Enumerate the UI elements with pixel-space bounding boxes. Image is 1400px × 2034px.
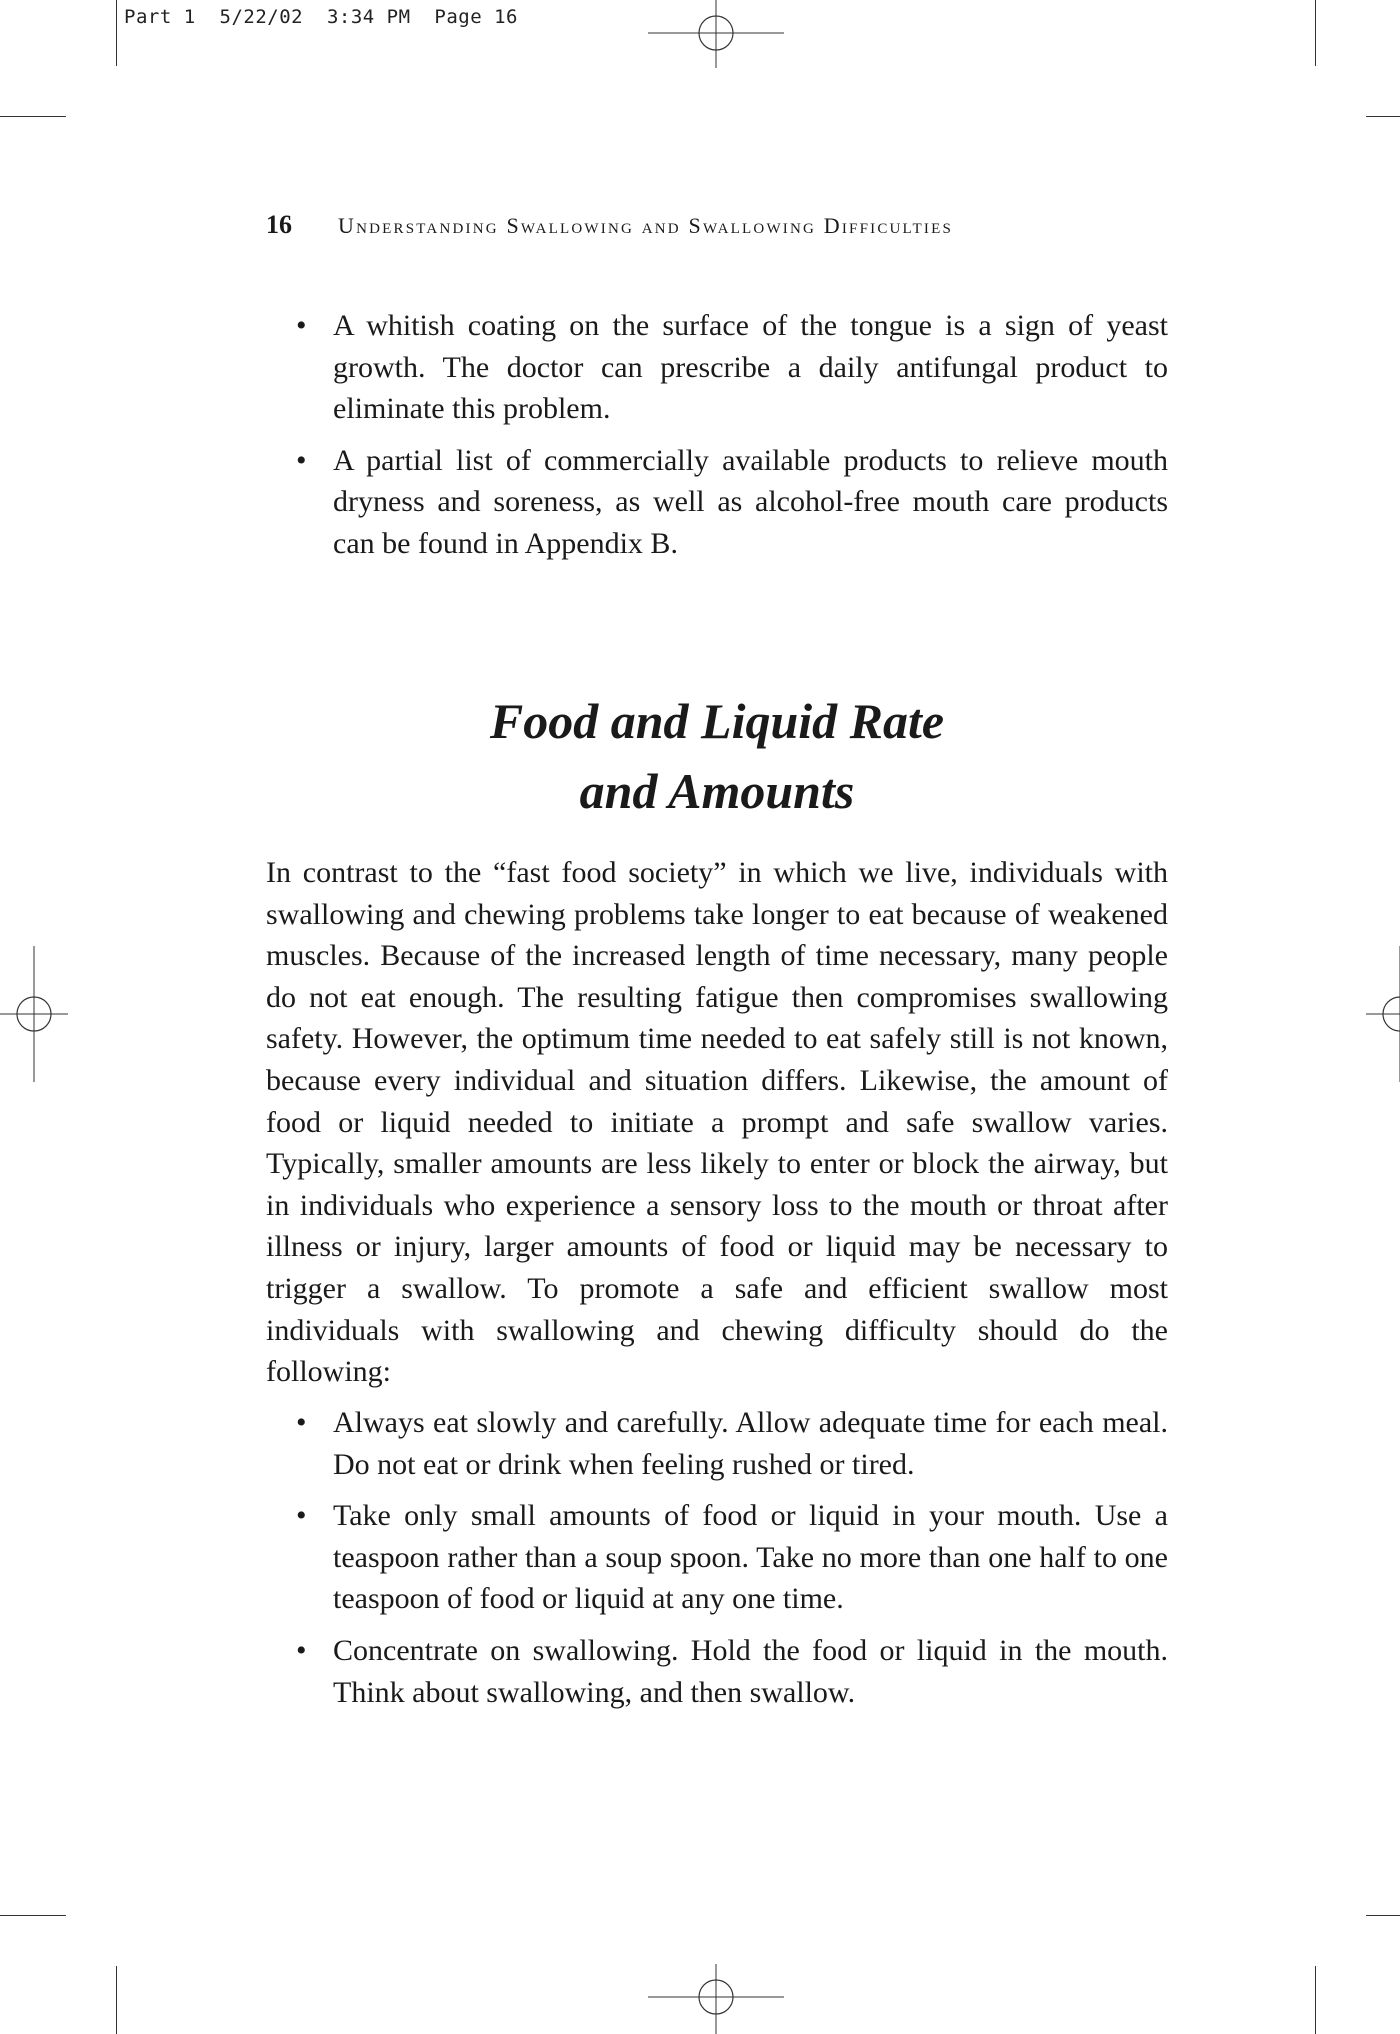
bullet-icon: • <box>296 443 307 477</box>
list-item <box>296 1495 1168 1620</box>
registration-mark-right <box>1366 946 1400 1082</box>
list-item-text: Always eat slowly and carefully. Allow adequate time for each meal. Do not eat or drink when feeling rushed or tired. <box>333 1406 1168 1481</box>
section-heading-line-2: and Amounts <box>579 763 855 819</box>
crop-mark-top-left-horizontal <box>0 116 66 117</box>
crop-mark-bottom-right-vertical <box>1315 1966 1316 2034</box>
list-item <box>296 440 1168 565</box>
bullet-icon: • <box>296 1499 307 1533</box>
section-heading <box>266 686 1168 826</box>
running-head <box>266 210 1168 250</box>
page-number: 16 <box>266 210 292 239</box>
body-paragraph-container <box>266 852 1168 1393</box>
crop-mark-top-right-vertical <box>1315 0 1316 66</box>
crop-mark-top-right-horizontal <box>1366 116 1400 117</box>
running-head-title: Understanding Swallowing and Swallowing Difficulties <box>338 213 954 238</box>
registration-mark-top <box>648 0 784 68</box>
registration-mark-bottom <box>648 1964 784 2034</box>
list-item-text: Concentrate on swallowing. Hold the food or liquid in the mouth. Think about swallowing, and then swallow. <box>333 1633 1168 1709</box>
crop-mark-bottom-left-vertical <box>116 1966 117 2034</box>
body-paragraph: In contrast to the “fast food society” in which we live, individuals with swallowing and chewing problems take longer to eat because of weakened muscles. Because of the increased length of time necessary, many people do not eat enough. The resulting fatigue then compromises swallowing safety. However, the optimum time needed to eat safely still is not known, because every individual and situation differs. Likewise, the amount of food or liquid needed to initiate a prompt and safe swallow varies. Typically, smaller amounts are less likely to enter or block the airway, but in individuals who experience a sensory loss to the mouth or throat after illness or injury, larger amounts of food or liquid may be necessary to trigger a swallow. To promote a safe and efficient swallow most individuals with swallowing and chewing difficulty should do the following: <box>266 856 1168 1389</box>
list-item <box>296 1402 1168 1485</box>
list-item-text: A whitish coating on the surface of the tongue is a sign of yeast growth. The doctor can prescribe a daily antifungal product to eliminate this problem. <box>333 309 1168 426</box>
crop-mark-bottom-left-horizontal <box>0 1915 66 1916</box>
bullet-list-top <box>296 305 1168 575</box>
bullet-icon: • <box>296 309 307 342</box>
crop-mark-top-left-vertical <box>116 0 117 66</box>
section-heading-line-1: Food and Liquid Rate <box>489 693 945 749</box>
bullet-icon: • <box>296 1633 307 1667</box>
crop-mark-bottom-right-horizontal <box>1366 1915 1400 1916</box>
list-item <box>296 305 1168 430</box>
bullet-icon: • <box>296 1406 307 1439</box>
list-item-text: Take only small amounts of food or liquid in your mouth. Use a teaspoon rather than a soup spoon. Take no more than one half to one teaspoon of food or liquid at any one time. <box>333 1499 1168 1616</box>
registration-mark-left <box>0 946 68 1082</box>
list-item <box>296 1630 1168 1713</box>
list-item-text: A partial list of commercially available products to relieve mouth dryness and soreness, as well as alcohol-free mouth care products can be found in Appendix B. <box>333 443 1168 560</box>
bullet-list-bottom <box>296 1402 1168 1723</box>
print-slug: Part 1 5/22/02 3:34 PM Page 16 <box>124 6 518 28</box>
